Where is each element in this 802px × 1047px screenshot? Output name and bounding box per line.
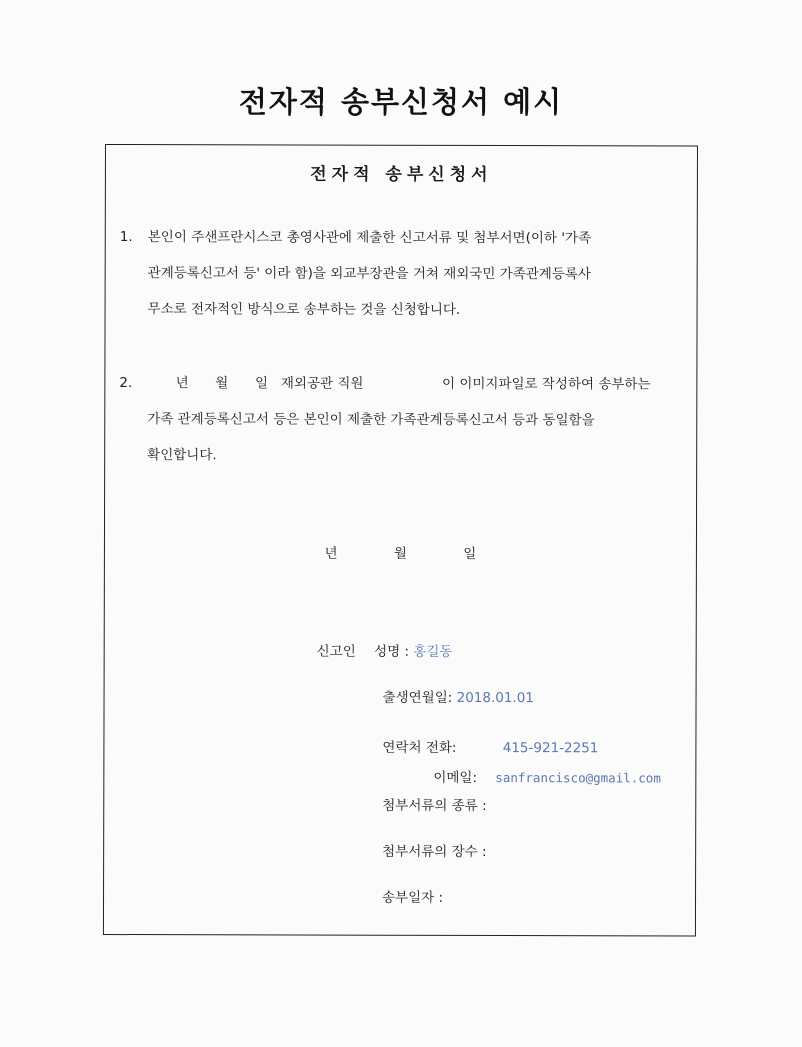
attachment-count-row (382, 840, 486, 860)
item-1-line: 본인이 주샌프란시스코 총영사관에 제출한 신고서류 및 첨부서면(이하 '가족 (147, 229, 592, 247)
item-2-year: 년 (175, 375, 189, 392)
item-2-line: 확인합니다. (147, 447, 217, 464)
date-month: 월 (393, 545, 407, 562)
item-1 (120, 219, 685, 328)
form-title: 전자적 송부신청서 (310, 164, 493, 186)
page-title: 전자적 송부신청서 예시 (238, 85, 564, 119)
applicant-name-row (317, 640, 453, 660)
item-2-line (119, 365, 684, 402)
item-2-line: 가족 관계등록신고서 등은 본인이 제출한 가족관계등록신고서 등과 동일함을 (147, 411, 595, 429)
item-1-number: 1. (119, 229, 133, 246)
send-date-row (382, 886, 443, 906)
email-label: 이메일: (433, 769, 478, 786)
attachment-kind-row (382, 794, 486, 814)
birthdate-value: 2018.01.01 (456, 689, 534, 707)
item-2-month: 월 (215, 375, 229, 392)
email-row (433, 766, 661, 787)
reporter-label: 신고인 (316, 643, 356, 660)
application-form (103, 144, 698, 937)
birthdate-label: 출생연월일: (382, 689, 453, 706)
item-1-line: 무소로 전자적인 방식으로 송부하는 것을 신청합니다. (147, 301, 461, 318)
phone-label: 연락처 전화: (382, 739, 457, 756)
date-day: 일 (463, 545, 477, 562)
date-year: 년 (324, 545, 338, 562)
item-2-day: 일 (254, 375, 269, 392)
item-1-line: 관계등록신고서 등' 이라 함)을 외교부장관을 거쳐 재외국민 가족관계등록사 (147, 265, 591, 283)
email-value: sanfrancisco@gmail.com (495, 770, 661, 786)
name-label: 성명 : (374, 643, 410, 660)
name-value: 홍길동 (413, 643, 453, 660)
phone-row (382, 736, 598, 757)
item-2-line1-rest: 이 이미지파일로 작성하여 송부하는 (441, 375, 651, 393)
birthdate-row (383, 686, 534, 706)
attachment-count-label: 첨부서류의 장수 : (382, 843, 487, 861)
date-line (105, 541, 696, 563)
attachment-kind-label: 첨부서류의 종류 : (382, 797, 487, 815)
send-date-label: 송부일자 : (382, 889, 444, 906)
phone-value: 415-921-2251 (502, 740, 599, 757)
item-2-number: 2. (119, 375, 133, 392)
item-2 (119, 365, 684, 474)
item-2-staff: 재외공관 직원 (280, 375, 364, 392)
